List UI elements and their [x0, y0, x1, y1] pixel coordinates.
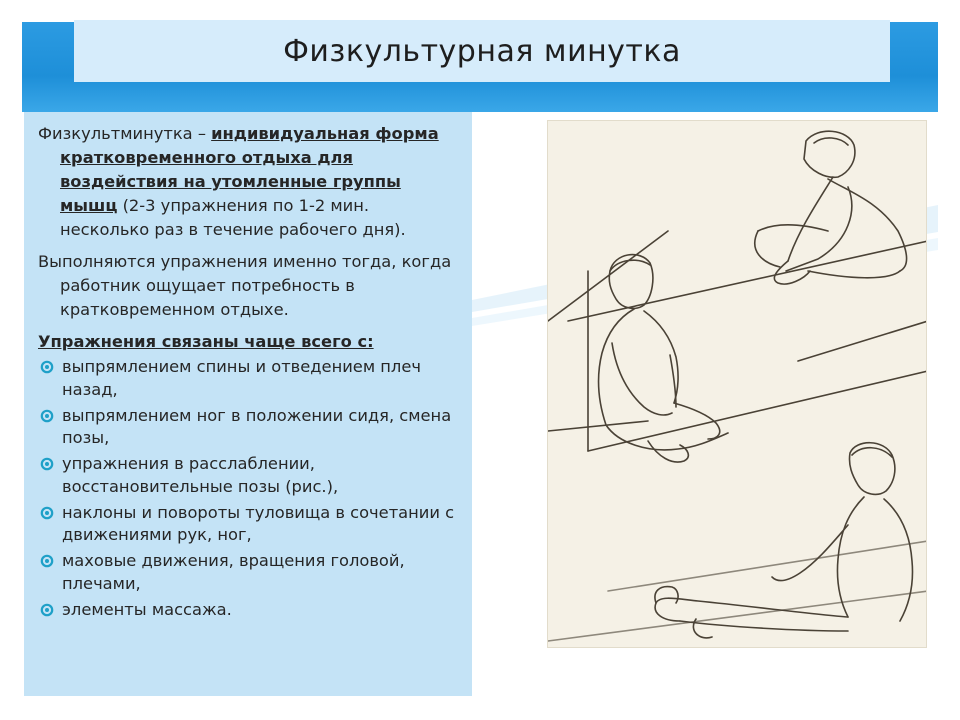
circle-bullet-icon [40, 506, 54, 520]
when-paragraph: Выполняются упражнения именно тогда, когда работник ощущает потребность в кратковременном отдыхе. [38, 252, 452, 319]
circle-bullet-icon [40, 603, 54, 617]
list-item-text: выпрямлением ног в положении сидя, смена позы, [62, 405, 452, 447]
list-item [38, 599, 460, 622]
title-box [74, 20, 890, 82]
circle-bullet-icon [40, 554, 54, 568]
list-item-text: элементы массажа. [62, 599, 232, 619]
circle-bullet-icon [40, 457, 54, 471]
definition-paragraph [38, 122, 460, 242]
definition-lead: Физкультминутка – [38, 124, 212, 143]
list-item-text: выпрямлением спины и отведением плеч назад, [62, 357, 421, 399]
list-item [38, 502, 460, 547]
definition-underlined: индивидуальная форма кратковременного отдыха для воздействия на утомленные группы мышц [60, 124, 439, 215]
figure-legs-stretched [655, 443, 913, 638]
circle-bullet-icon [40, 360, 54, 374]
list-item [38, 550, 460, 595]
list-item [38, 453, 460, 498]
text-panel [24, 112, 472, 696]
list-item-text: наклоны и повороты туловища в сочетании с движениями рук, ног, [62, 502, 455, 544]
slide-title: Физкультурная минутка [283, 33, 681, 69]
exercises-heading: Упражнения связаны чаще всего с: [38, 332, 374, 351]
sketch-drawing [548, 121, 927, 648]
list-item [38, 356, 460, 401]
resting-poses-illustration [547, 120, 927, 648]
list-item-text: маховые движения, вращения головой, плечами, [62, 551, 405, 593]
list-item-text: упражнения в расслаблении, восстановительные позы (рис.), [62, 454, 339, 496]
circle-bullet-icon [40, 409, 54, 423]
list-item [38, 405, 460, 450]
exercises-list [38, 356, 460, 621]
figure-against-wall [599, 255, 728, 462]
figure-hunched [755, 131, 907, 284]
definition-tail: (2-3 упражнения по 1-2 мин. несколько раз в течение рабочего дня). [60, 196, 406, 239]
